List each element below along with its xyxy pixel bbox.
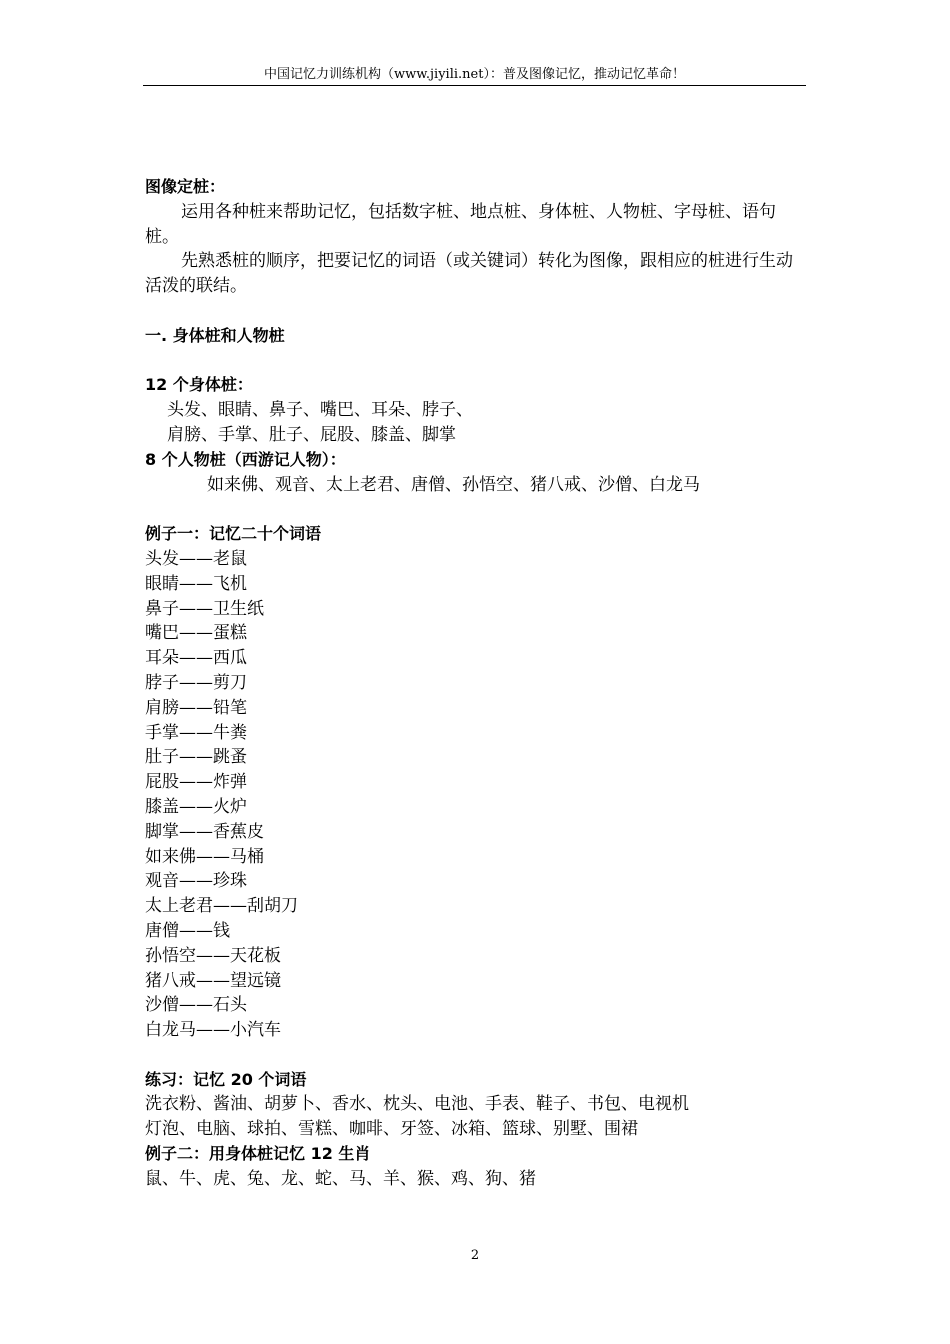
practice-line-1: 洗衣粉、酱油、胡萝卜、香水、枕头、电池、手表、鞋子、书包、电视机 [145,1094,689,1115]
list-item: 脚掌——香蕉皮 [145,821,264,842]
spacer [145,497,807,522]
list-item: 耳朵——西瓜 [145,648,247,669]
page-number: 2 [470,1248,480,1263]
list-item: 脖子——剪刀 [145,672,247,693]
list-item: 唐僧——钱 [145,920,230,941]
section-1-title: 一. 身体桩和人物桩 [145,325,285,345]
list-item: 猪八戒——望远镜 [145,970,281,991]
example-1-list [145,547,807,1043]
spacer [145,1043,807,1068]
list-item: 如来佛——马桶 [145,846,264,867]
header-rule [143,85,806,86]
list-item: 肩膀——铅笔 [145,697,247,718]
list-item: 头发——老鼠 [145,548,247,569]
intro-paragraph-2: 先熟悉桩的顺序，把要记忆的词语（或关键词）转化为图像，跟相应的桩进行生动活泼的联结。 [145,251,793,297]
example-2-title: 例子二：用身体桩记忆 12 生肖 [145,1144,371,1164]
list-item: 嘴巴——蛋糕 [145,623,247,644]
list-item: 孙悟空——天花板 [145,945,281,966]
page-body [145,175,807,1192]
practice-title: 练习：记忆 20 个词语 [145,1069,307,1089]
body-pegs-line-1: 头发、眼睛、鼻子、嘴巴、耳朵、脖子、 [167,400,473,421]
example-1-title: 例子一：记忆二十个词语 [145,524,322,544]
body-pegs-title: 12 个身体桩： [145,375,253,395]
list-item: 膝盖——火炉 [145,796,247,817]
spacer [145,299,807,324]
people-pegs-line: 如来佛、观音、太上老君、唐僧、孙悟空、猪八戒、沙僧、白龙马 [207,474,700,495]
intro-title: 图像定桩： [145,177,226,196]
people-pegs-title: 8 个人物桩（西游记人物）： [145,449,346,469]
list-item: 鼻子——卫生纸 [145,598,264,619]
list-item: 白龙马——小汽车 [145,1020,281,1041]
list-item: 屁股——炸弹 [145,772,247,793]
list-item: 观音——珍珠 [145,871,247,892]
example-2-line: 鼠、牛、虎、兔、龙、蛇、马、羊、猴、鸡、狗、猪 [145,1168,536,1189]
practice-line-2: 灯泡、电脑、球拍、雪糕、咖啡、牙签、冰箱、篮球、别墅、围裙 [145,1119,638,1140]
list-item: 沙僧——石头 [145,995,247,1016]
body-pegs-line-2: 肩膀、手掌、肚子、屁股、膝盖、脚掌 [167,424,456,445]
list-item: 眼睛——飞机 [145,573,247,594]
page-header: 中国记忆力训练机构（www.jiyili.net）：普及图像记忆，推动记忆革命！ [264,67,685,82]
list-item: 手掌——牛粪 [145,722,247,743]
intro-paragraph-1: 运用各种桩来帮助记忆，包括数字桩、地点桩、身体桩、人物桩、字母桩、语句桩。 [145,201,776,247]
list-item: 肚子——跳蚤 [145,747,247,768]
list-item: 太上老君——刮胡刀 [145,896,298,917]
spacer [145,349,807,374]
